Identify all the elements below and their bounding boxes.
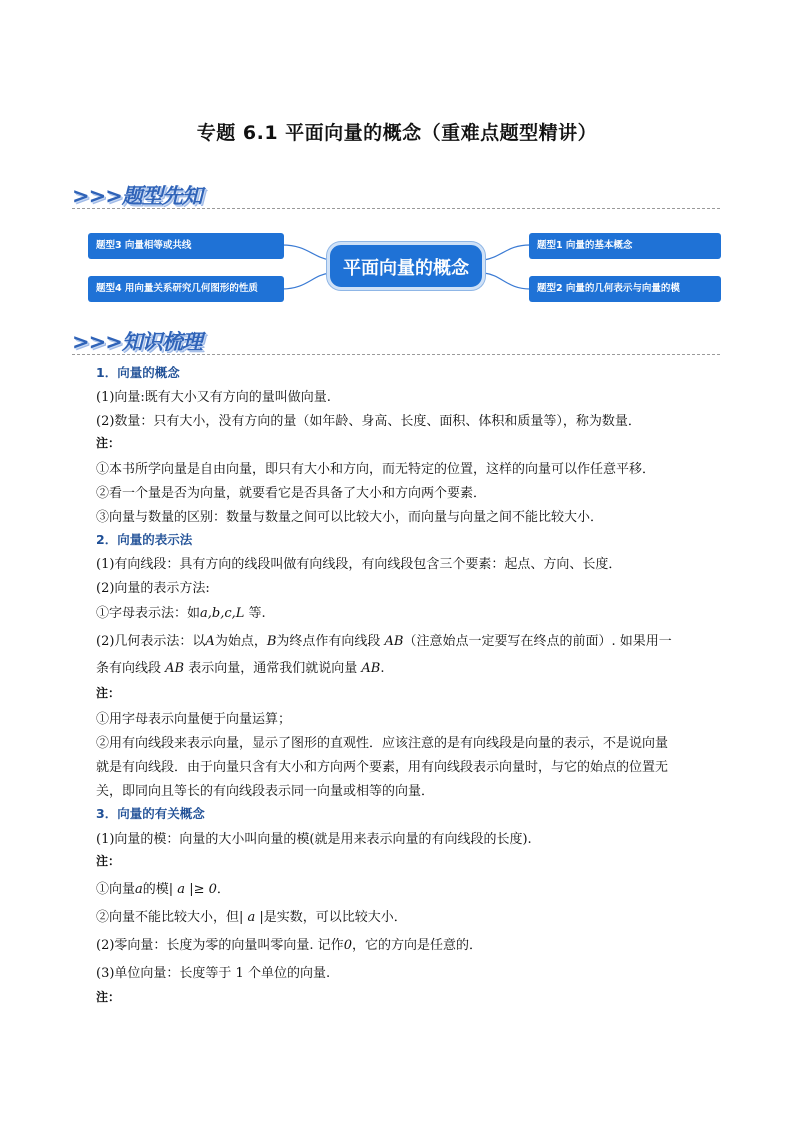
- page-title: 专题 6.1 平面向量的概念（重难点题型精讲）: [196, 122, 598, 144]
- paragraph: [96, 878, 230, 897]
- text-run: 为终点作有向线段: [276, 634, 385, 649]
- text-run: （注意始点一定要写在终点的前面）. 如果用一: [403, 634, 672, 649]
- note-label: 注：: [96, 990, 121, 1004]
- vector-ab: AB: [384, 634, 404, 649]
- topic-node-3: 题型3 向量相等或共线: [88, 233, 284, 259]
- text-run: 表示向量，通常我们就说向量: [184, 661, 362, 676]
- section-divider: [72, 208, 720, 209]
- text-run: 的模: [142, 882, 169, 897]
- text-run: (2)零向量：长度为零的向量叫零向量. 记作: [96, 938, 344, 953]
- text-run: ②向量不能比较大小，但: [96, 910, 240, 925]
- paragraph: [96, 630, 672, 649]
- text-run: (2)几何表示法：以: [96, 634, 206, 649]
- paragraph: (2)数量：只有大小，没有方向的量（如年龄、身高、长度、面积、体积和质量等），称为数量．: [96, 414, 641, 429]
- paragraph: ②看一个量是否为向量，就要看它是否具备了大小和方向两个要素．: [96, 486, 487, 501]
- text-run: .: [380, 661, 385, 676]
- text-run: ，它的方向是任意的．: [351, 938, 482, 953]
- paragraph: 关，即同向且等长的有向线段表示同一向量或相等的向量．: [96, 784, 435, 799]
- topic-node-4: 题型4 用向量关系研究几何图形的性质: [88, 276, 284, 302]
- note-label: 注：: [96, 436, 121, 450]
- math-run: B: [266, 634, 277, 649]
- text-run: ．: [216, 882, 230, 897]
- heading-representation: 2．向量的表示法: [96, 532, 193, 547]
- paragraph: (1)向量的模：向量的大小叫向量的模(就是用来表示向量的有向线段的长度).: [96, 832, 532, 847]
- paragraph: 就是有向线段．由于向量只含有大小和方向两个要素，用有向线段表示向量时，与它的始点的位置无: [96, 760, 669, 775]
- text-run: ①向量: [96, 882, 136, 897]
- topic-node-1: 题型1 向量的基本概念: [529, 233, 721, 259]
- math-run: 0: [343, 938, 352, 953]
- vector-ab: AB: [361, 661, 381, 676]
- heading-concept: 1．向量的概念: [96, 365, 180, 380]
- paragraph: [96, 906, 407, 925]
- math-run: | a |: [239, 910, 264, 925]
- math-run: a,b,c,L: [200, 606, 245, 621]
- topic-node-2: 题型2 向量的几何表示与向量的模: [529, 276, 721, 302]
- paragraph: [96, 934, 482, 953]
- paragraph: (3)单位向量：长度等于 1 个单位的向量.: [96, 966, 331, 981]
- math-run: A: [205, 634, 215, 649]
- math-run: | a |≥ 0: [168, 882, 217, 897]
- section-divider: [72, 354, 720, 355]
- paragraph: ①用字母表示向量便于向量运算；: [96, 712, 292, 727]
- math-run: a: [135, 882, 143, 897]
- paragraph: [96, 657, 384, 676]
- paragraph: ②用有向线段来表示向量，显示了图形的直观性．应该注意的是有向线段是向量的表示，不是说向量: [96, 736, 669, 751]
- paragraph: [96, 602, 266, 621]
- text-run: 是实数，可以比较大小．: [263, 910, 407, 925]
- note-label: 注：: [96, 854, 121, 868]
- section-header-preview-label: >>>题型先知: [72, 184, 202, 208]
- text-run: 为始点，: [214, 634, 267, 649]
- note-label: 注：: [96, 686, 121, 700]
- paragraph: (1)向量:既有大小又有方向的量叫做向量.: [96, 390, 331, 405]
- text-run: 条有向线段: [96, 661, 166, 676]
- paragraph: (1)有向线段：具有方向的线段叫做有向线段，有向线段包含三个要素：起点、方向、长度．: [96, 557, 622, 572]
- paragraph: (2)向量的表示方法:: [96, 581, 210, 596]
- mind-map: [82, 215, 738, 315]
- heading-related-concepts: 3．向量的有关概念: [96, 806, 205, 821]
- paragraph: ①本书所学向量是自由向量，即只有大小和方向，而无特定的位置，这样的向量可以作任意平移．: [96, 462, 656, 477]
- vector-ab: AB: [165, 661, 185, 676]
- text-run: 等.: [244, 606, 266, 621]
- text-run: ①字母表示法：如: [96, 606, 201, 621]
- section-header-knowledge-label: >>>知识梳理: [72, 330, 202, 354]
- mind-map-center: 平面向量的概念: [327, 242, 485, 290]
- paragraph: ③向量与数量的区别：数量与数量之间可以比较大小，而向量与向量之间不能比较大小．: [96, 510, 604, 525]
